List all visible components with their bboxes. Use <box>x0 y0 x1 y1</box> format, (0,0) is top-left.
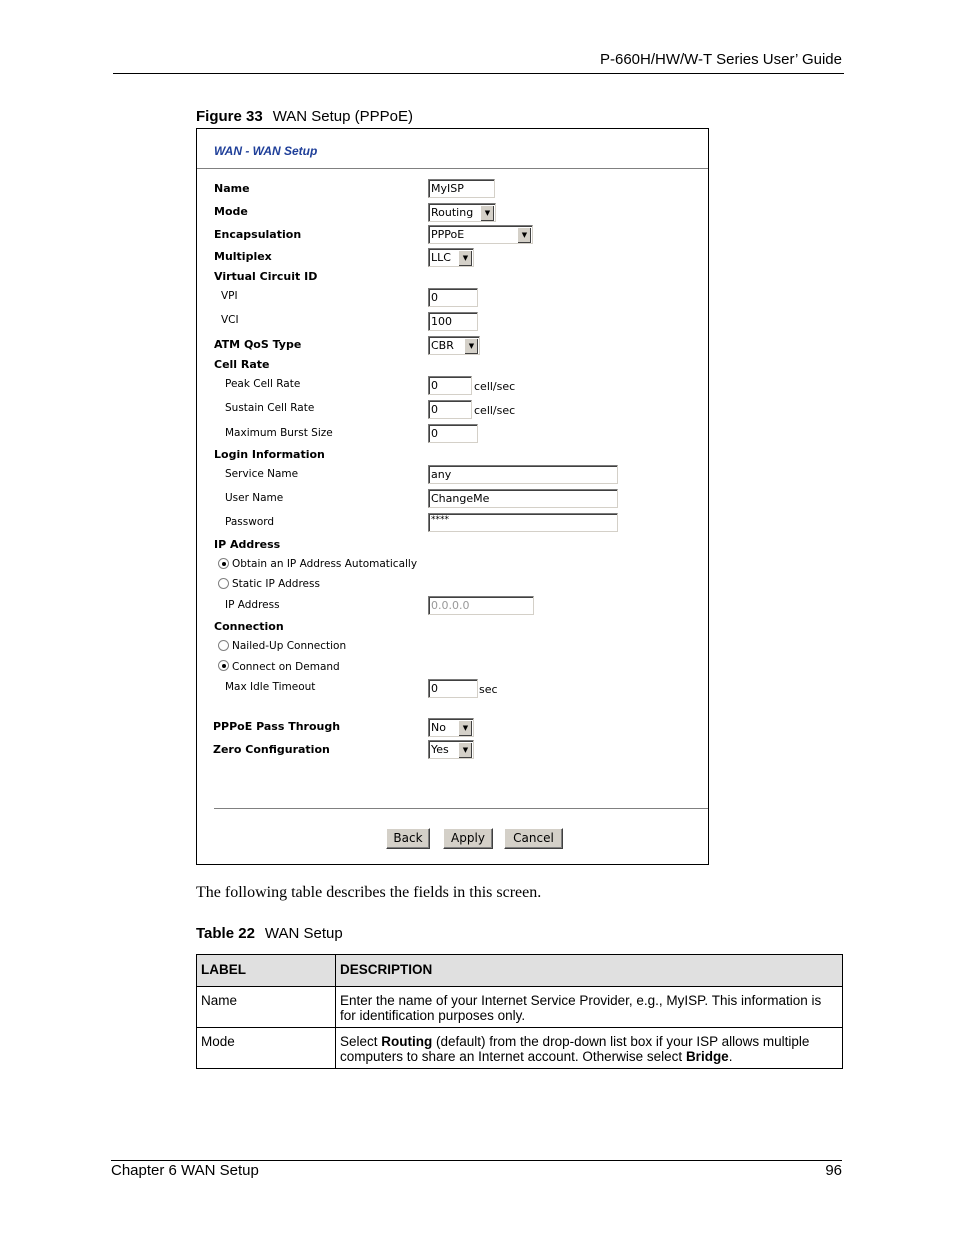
ip-address-section-label: IP Address <box>214 538 281 551</box>
nailed-up-connection-label: Nailed-Up Connection <box>232 640 347 652</box>
desc-emphasis: Routing <box>381 1034 433 1049</box>
footer-chapter: Chapter 6 WAN Setup <box>111 1162 259 1179</box>
table-row <box>197 987 843 1028</box>
maximum-burst-size-input[interactable]: 0 <box>428 424 478 443</box>
ip-address-input[interactable]: 0.0.0.0 <box>428 596 534 615</box>
ip-address-label: IP Address <box>225 599 280 611</box>
mode-select[interactable] <box>428 203 496 222</box>
mode-label: Mode <box>214 205 248 218</box>
name-label: Name <box>214 182 250 195</box>
encapsulation-select[interactable] <box>428 225 533 244</box>
table-cell-label: Mode <box>197 1028 336 1069</box>
table-header-row <box>197 955 843 987</box>
chevron-down-icon: ▼ <box>464 338 478 354</box>
max-idle-timeout-input[interactable]: 0 <box>428 679 478 698</box>
apply-button[interactable]: Apply <box>443 828 493 849</box>
atm-qos-type-select[interactable] <box>428 336 480 355</box>
password-label: Password <box>225 516 275 528</box>
multiplex-select-value: LLC <box>431 251 451 264</box>
running-header-title: P-660H/HW/W-T Series User’ Guide <box>599 51 842 68</box>
static-ip-address-label: Static IP Address <box>232 578 320 590</box>
pppoe-pass-through-select[interactable] <box>428 718 474 737</box>
multiplex-select[interactable] <box>428 248 474 267</box>
cell-rate-label: Cell Rate <box>214 358 270 371</box>
zero-configuration-select-value: Yes <box>431 743 449 756</box>
table-row <box>197 1028 843 1069</box>
chevron-down-icon: ▼ <box>458 742 472 758</box>
footer-page-number: 96 <box>825 1162 842 1179</box>
virtual-circuit-id-label: Virtual Circuit ID <box>214 270 318 283</box>
table-title: WAN Setup <box>264 925 343 942</box>
connection-label: Connection <box>214 620 284 633</box>
table-header-label: LABEL <box>197 955 336 987</box>
pppoe-pass-through-select-value: No <box>431 721 446 734</box>
sustain-cell-rate-input[interactable]: 0 <box>428 400 472 419</box>
desc-text: . <box>728 1049 733 1064</box>
chevron-down-icon: ▼ <box>480 205 494 221</box>
figure-title: WAN Setup (PPPoE) <box>272 108 414 125</box>
footer-rule <box>111 1160 842 1161</box>
cancel-button[interactable]: Cancel <box>504 828 563 849</box>
body-paragraph: The following table describes the fields in this screen. <box>196 884 542 901</box>
vci-input[interactable]: 100 <box>428 312 478 331</box>
vpi-label: VPI <box>221 290 238 302</box>
desc-text: Select <box>340 1034 382 1049</box>
sustain-cell-rate-unit: cell/sec <box>474 404 516 417</box>
connect-on-demand-radio[interactable] <box>218 660 229 671</box>
nailed-up-connection-radio[interactable] <box>218 640 229 651</box>
peak-cell-rate-input[interactable]: 0 <box>428 376 472 395</box>
atm-qos-type-select-value: CBR <box>431 339 454 352</box>
zero-configuration-select[interactable] <box>428 740 474 759</box>
pppoe-pass-through-label: PPPoE Pass Through <box>213 720 341 733</box>
chevron-down-icon: ▼ <box>458 720 472 736</box>
table-header-description: DESCRIPTION <box>336 955 843 987</box>
figure-caption <box>196 108 413 125</box>
table-cell-label: Name <box>197 987 336 1028</box>
user-name-input[interactable]: ChangeMe <box>428 489 618 508</box>
encapsulation-label: Encapsulation <box>214 228 302 241</box>
back-button[interactable]: Back <box>386 828 430 849</box>
chevron-down-icon: ▼ <box>458 250 472 266</box>
header-rule <box>113 73 844 74</box>
password-input[interactable]: **** <box>428 513 618 532</box>
atm-qos-type-label: ATM QoS Type <box>214 338 302 351</box>
max-idle-timeout-unit: sec <box>479 683 498 696</box>
obtain-ip-automatically-label: Obtain an IP Address Automatically <box>232 558 418 570</box>
maximum-burst-size-label: Maximum Burst Size <box>225 427 333 439</box>
encapsulation-select-value: PPPoE <box>431 228 465 241</box>
desc-emphasis: Bridge <box>685 1049 729 1064</box>
desc-text: (default) from the drop-down list box if your ISP allows multiple computers to share an Internet account. Otherwise select <box>340 1034 810 1064</box>
zero-configuration-label: Zero Configuration <box>213 743 330 756</box>
table-caption <box>196 925 343 942</box>
service-name-label: Service Name <box>225 468 299 480</box>
description-table <box>196 954 843 1069</box>
vci-label: VCI <box>221 314 239 326</box>
connect-on-demand-label: Connect on Demand <box>232 661 340 673</box>
user-name-label: User Name <box>225 492 284 504</box>
obtain-ip-automatically-radio[interactable] <box>218 558 229 569</box>
table-cell-description <box>336 1028 843 1069</box>
max-idle-timeout-label: Max Idle Timeout <box>225 681 316 693</box>
table-number: Table 22 <box>196 925 255 942</box>
mode-select-value: Routing <box>431 206 474 219</box>
login-information-label: Login Information <box>214 448 325 461</box>
multiplex-label: Multiplex <box>214 250 272 263</box>
service-name-input[interactable]: any <box>428 465 618 484</box>
peak-cell-rate-label: Peak Cell Rate <box>225 378 301 390</box>
panel-title: WAN - WAN Setup <box>214 144 318 158</box>
button-bar-rule <box>214 808 708 812</box>
chevron-down-icon: ▼ <box>517 227 531 243</box>
figure-number: Figure 33 <box>196 108 263 125</box>
vpi-input[interactable]: 0 <box>428 288 478 307</box>
peak-cell-rate-unit: cell/sec <box>474 380 516 393</box>
sustain-cell-rate-label: Sustain Cell Rate <box>225 402 315 414</box>
table-cell-description: Enter the name of your Internet Service Provider, e.g., MyISP. This information is for identification purposes only. <box>336 987 843 1028</box>
static-ip-address-radio[interactable] <box>218 578 229 589</box>
name-input[interactable]: MyISP <box>428 179 495 198</box>
